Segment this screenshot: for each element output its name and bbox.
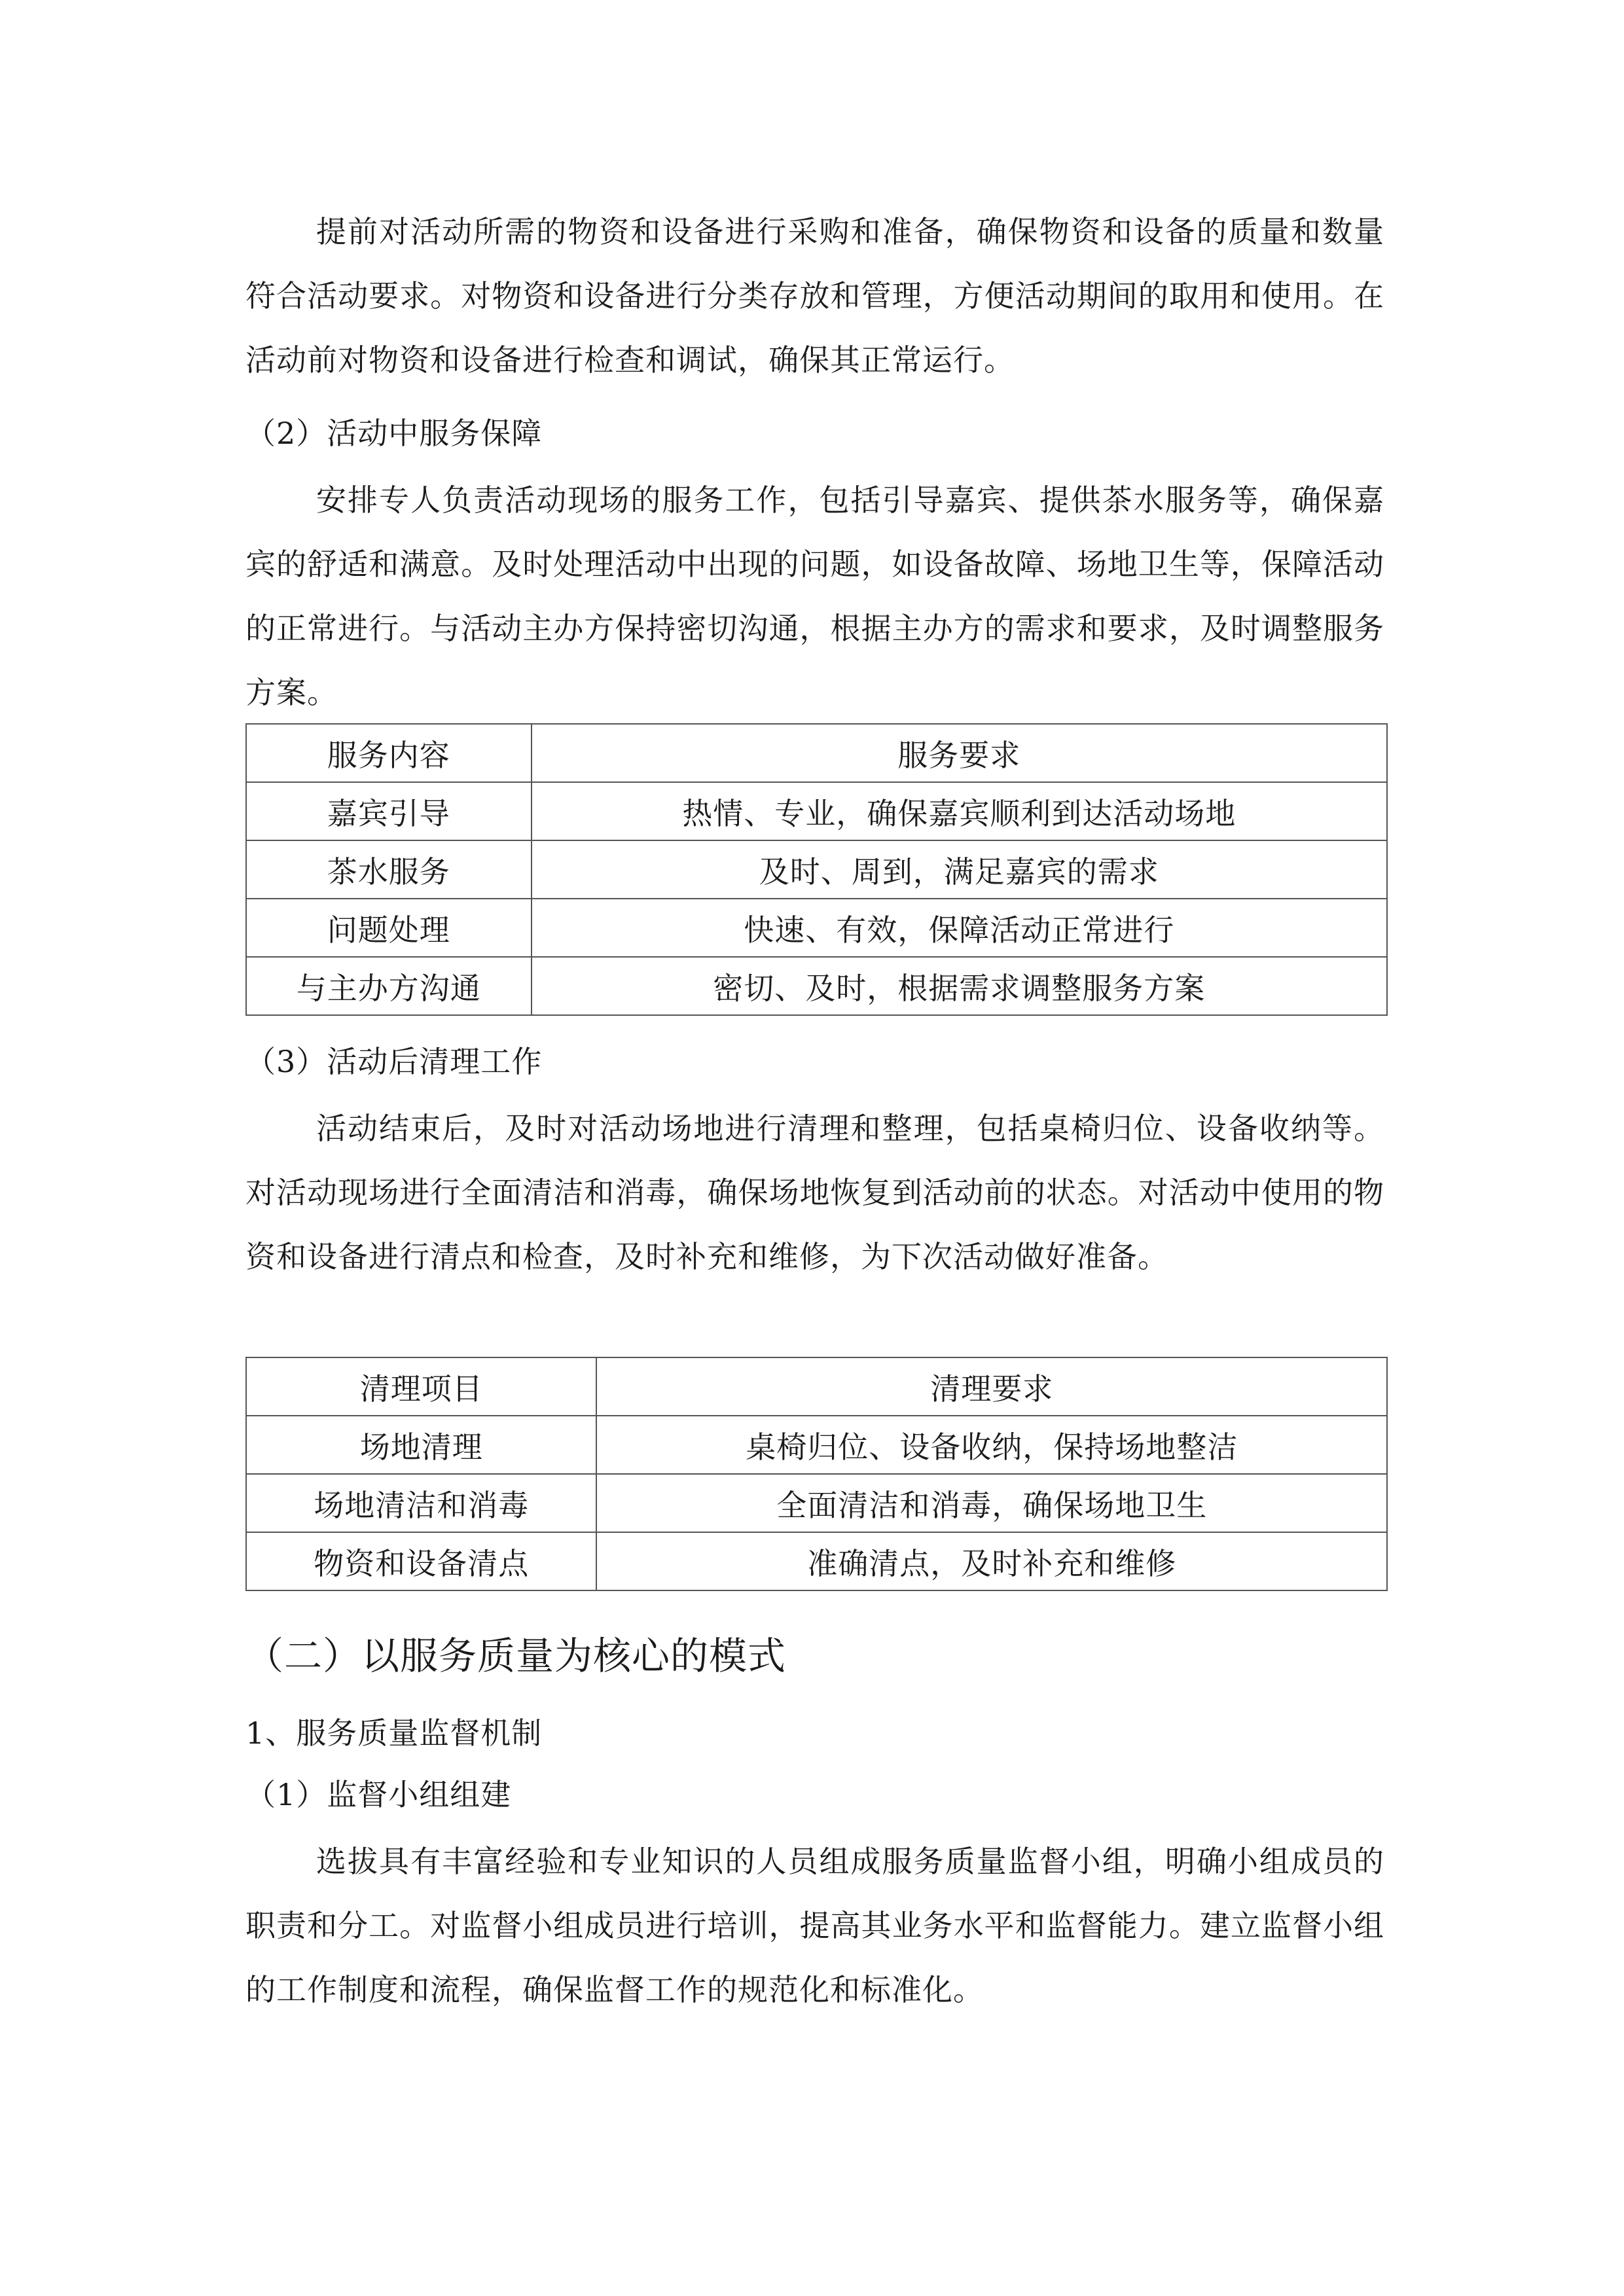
table-cell: 嘉宾引导 <box>246 782 532 840</box>
table-header-cell: 服务内容 <box>246 724 532 782</box>
subheading-team-formation: （1）监督小组组建 <box>245 1777 512 1812</box>
paragraph-procurement: 提前对活动所需的物资和设备进行采购和准备，确保物资和设备的质量和数量符合活动要求。对物资和设备进行分类存放和管理，方便活动期间的取用和使用。在活动前对物资和设备进行检查和调试，确保其正常运行。 <box>245 214 1384 378</box>
table-cell: 场地清理 <box>246 1416 596 1474</box>
table-cell: 桌椅归位、设备收纳，保持场地整洁 <box>596 1416 1387 1474</box>
table-cell: 及时、周到，满足嘉宾的需求 <box>532 840 1387 899</box>
table-row <box>246 899 1387 957</box>
table-header-row <box>246 1357 1387 1416</box>
heading-quality-supervision: 1、服务质量监督机制 <box>245 1715 543 1751</box>
paragraph-service-guarantee: 安排专人负责活动现场的服务工作，包括引导嘉宾、提供茶水服务等，确保嘉宾的舒适和满意。及时处理活动中出现的问题，如设备故障、场地卫生等，保障活动的正常进行。与活动主办方保持密切沟通，根据主办方的需求和要求，及时调整服务方案。 <box>245 482 1384 710</box>
table-cell: 密切、及时，根据需求调整服务方案 <box>532 957 1387 1015</box>
table-row <box>246 1474 1387 1532</box>
table-header-row <box>246 724 1387 782</box>
table-cell: 全面清洁和消毒，确保场地卫生 <box>596 1474 1387 1532</box>
paragraph-supervision-team: 选拔具有丰富经验和专业知识的人员组成服务质量监督小组，明确小组成员的职责和分工。对监督小组成员进行培训，提高其业务水平和监督能力。建立监督小组的工作制度和流程，确保监督工作的规范化和标准化。 <box>245 1844 1384 2007</box>
service-table <box>245 723 1388 1016</box>
table-header-cell: 服务要求 <box>532 724 1387 782</box>
table-header-cell: 清理要求 <box>596 1357 1387 1416</box>
table-cell: 场地清洁和消毒 <box>246 1474 596 1532</box>
table-cell: 与主办方沟通 <box>246 957 532 1015</box>
table-cell: 准确清点，及时补充和维修 <box>596 1532 1387 1590</box>
cleanup-table <box>245 1357 1388 1591</box>
table-cell: 茶水服务 <box>246 840 532 899</box>
table-cell: 快速、有效，保障活动正常进行 <box>532 899 1387 957</box>
table-row <box>246 1532 1387 1590</box>
subheading-post-event-cleanup: （3）活动后清理工作 <box>245 1044 543 1079</box>
table-header-cell: 清理项目 <box>246 1357 596 1416</box>
table-cell: 问题处理 <box>246 899 532 957</box>
table-row <box>246 840 1387 899</box>
table-row <box>246 1416 1387 1474</box>
table-row <box>246 957 1387 1015</box>
subheading-service-during-event: （2）活动中服务保障 <box>245 416 543 451</box>
table-cell: 热情、专业，确保嘉宾顺利到达活动场地 <box>532 782 1387 840</box>
paragraph-cleanup: 活动结束后，及时对活动场地进行清理和整理，包括桌椅归位、设备收纳等。对活动现场进行全面清洁和消毒，确保场地恢复到活动前的状态。对活动中使用的物资和设备进行清点和检查，及时补充和维修，为下次活动做好准备。 <box>245 1111 1384 1274</box>
section-heading-quality-mode: （二）以服务质量为核心的模式 <box>245 1634 787 1678</box>
table-row <box>246 782 1387 840</box>
table-cell: 物资和设备清点 <box>246 1532 596 1590</box>
